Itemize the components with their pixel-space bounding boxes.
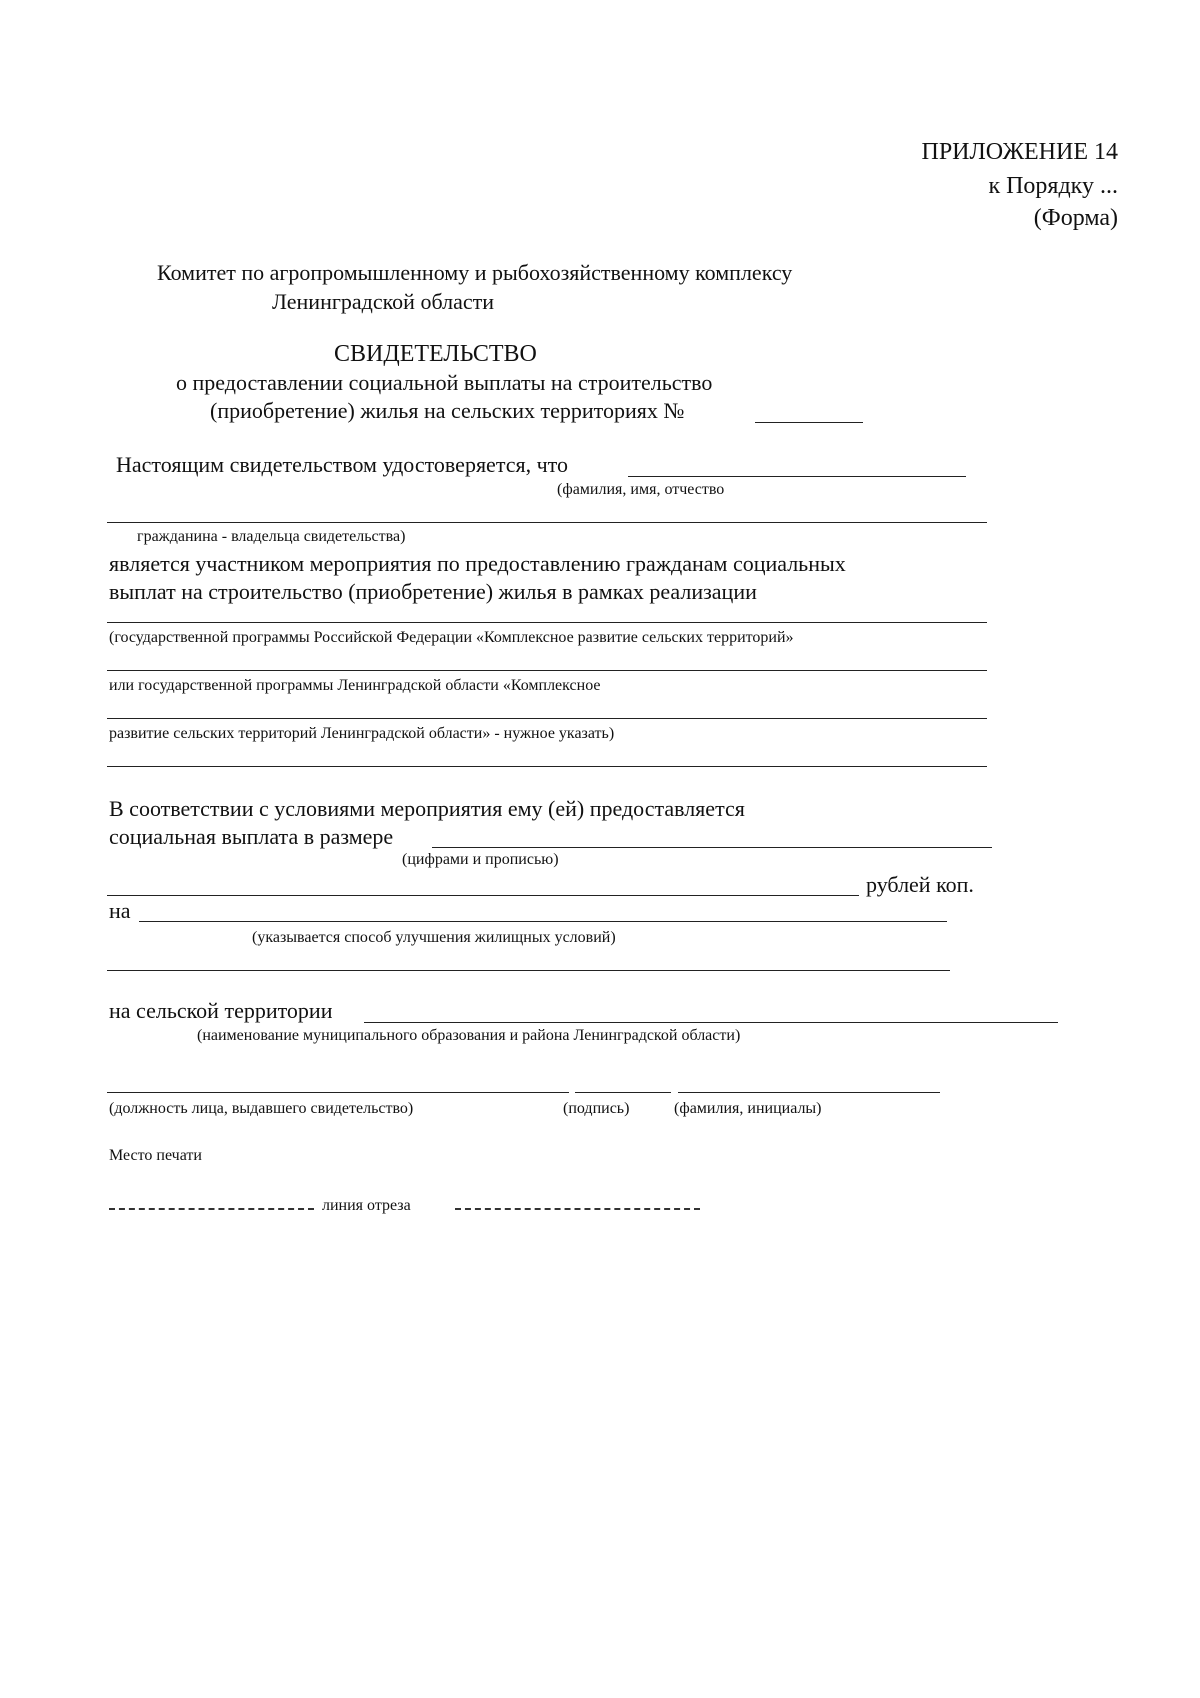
payment-text: социальная выплата в размере <box>109 824 394 849</box>
document-subtitle-1: о предоставлении социальной выплаты на строительство <box>176 370 713 395</box>
participant-text-1: является участником мероприятия по предоставлению гражданам социальных <box>109 551 846 576</box>
territory-hint: (наименование муниципального образования и района Ленинградской области) <box>197 1027 741 1044</box>
position-blank[interactable] <box>107 1092 569 1093</box>
amount-hint: (цифрами и прописью) <box>402 851 559 868</box>
owner-hint: гражданина - владельца свидетельства) <box>137 528 406 545</box>
territory-label: на сельской территории <box>109 998 333 1023</box>
rubles-label: рублей коп. <box>866 872 974 897</box>
certifies-text: Настоящим свидетельством удостоверяется, что <box>116 452 568 477</box>
program-blank-4[interactable] <box>107 766 987 767</box>
form-label: (Форма) <box>1033 205 1118 231</box>
stamp-place: Место печати <box>109 1147 202 1164</box>
amount-blank-2[interactable] <box>107 895 859 896</box>
cut-line-right <box>455 1208 700 1210</box>
cut-line-label: линия отреза <box>322 1197 411 1214</box>
document-title: СВИДЕТЕЛЬСТВО <box>334 341 537 367</box>
committee-name: Комитет по агропромышленному и рыбохозяйственному комплексу <box>157 260 793 285</box>
signature-blank[interactable] <box>575 1092 671 1093</box>
method-hint: (указывается способ улучшения жилищных условий) <box>252 929 616 946</box>
fio-blank[interactable] <box>628 476 966 477</box>
accordance-text: В соответствии с условиями мероприятия ему (ей) предоставляется <box>109 796 745 821</box>
program-blank-1[interactable] <box>107 622 987 623</box>
program-blank-2[interactable] <box>107 670 987 671</box>
participant-text-2: выплат на строительство (приобретение) жилья в рамках реализации <box>109 579 757 604</box>
method-blank[interactable] <box>139 921 947 922</box>
certificate-number-blank[interactable] <box>755 422 863 423</box>
na-label: на <box>109 898 131 923</box>
amount-blank[interactable] <box>432 847 992 848</box>
program-hint-2: или государственной программы Ленинградской области «Комплексное <box>109 677 601 694</box>
order-reference: к Порядку ... <box>988 173 1118 199</box>
appendix-number: ПРИЛОЖЕНИЕ 14 <box>921 139 1118 165</box>
cut-line-left <box>109 1208 314 1210</box>
program-hint-1: (государственной программы Российской Федерации «Комплексное развитие сельских территорий» <box>109 629 794 646</box>
name-blank[interactable] <box>678 1092 940 1093</box>
signature-hint: (подпись) <box>563 1100 630 1117</box>
fio-blank-2[interactable] <box>107 522 987 523</box>
committee-region: Ленинградской области <box>272 289 494 314</box>
method-blank-2[interactable] <box>107 970 950 971</box>
program-hint-3: развитие сельских территорий Ленинградской области» - нужное указать) <box>109 725 615 742</box>
position-hint: (должность лица, выдавшего свидетельство) <box>109 1100 414 1117</box>
fio-hint: (фамилия, имя, отчество <box>557 481 725 498</box>
program-blank-3[interactable] <box>107 718 987 719</box>
document-subtitle-2: (приобретение) жилья на сельских территориях № <box>210 398 685 423</box>
territory-blank[interactable] <box>364 1022 1058 1023</box>
name-hint: (фамилия, инициалы) <box>674 1100 822 1117</box>
